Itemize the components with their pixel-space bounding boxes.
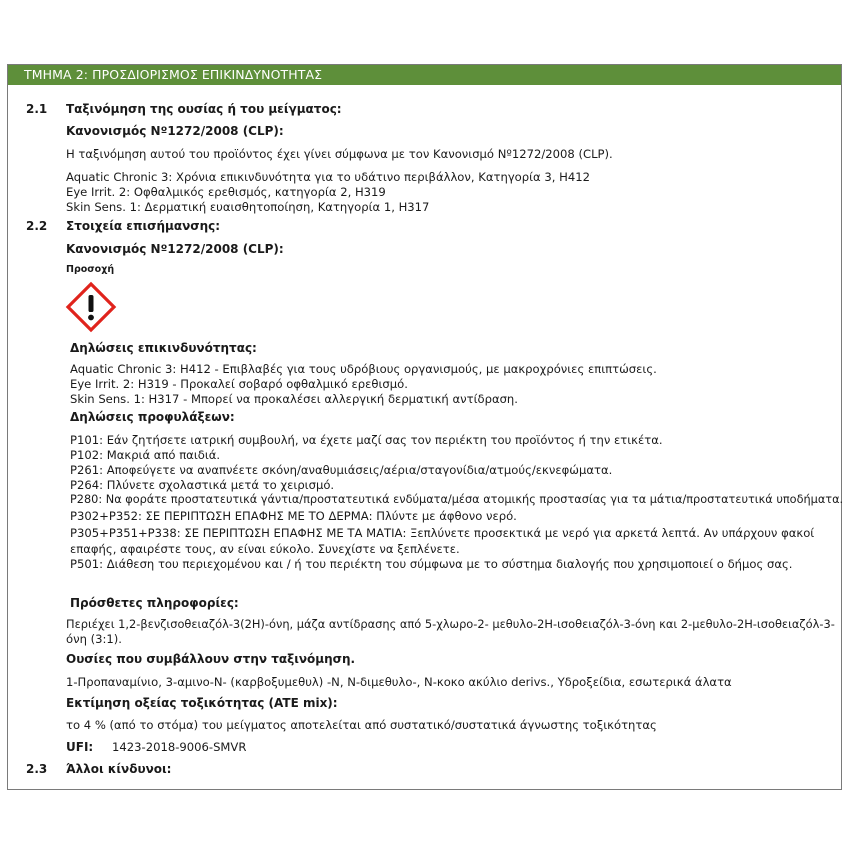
section-2-1-regulation: Κανονισμός Nº1272/2008 (CLP):: [66, 124, 284, 138]
precaution-statement: P261: Αποφεύγετε να αναπνέετε σκόνη/αναθυμιάσεις/αέρια/σταγονίδια/ατμούς/εκνεφώματα.: [70, 463, 613, 477]
section-2-3-title: Άλλοι κίνδυνοι:: [66, 762, 172, 776]
classification-intro: Η ταξινόμηση αυτού του προϊόντος έχει γίνει σύμφωνα με τον Κανονισμό Nº1272/2008 (CLP).: [66, 147, 613, 161]
hazard-statement: Eye Irrit. 2: H319 - Προκαλεί σοβαρό οφθαλμικό ερεθισμό.: [70, 377, 408, 391]
section-2-2-regulation: Κανονισμός Nº1272/2008 (CLP):: [66, 242, 284, 256]
precaution-statement: P280: Να φοράτε προστατευτικά γάντια/προστατευτικά ενδύματα/μέσα ατομικής προστασίας για τα μάτια/προστατευτικά υποδήματα.: [70, 493, 844, 506]
additional-info-heading: Πρόσθετες πληροφορίες:: [70, 596, 239, 610]
ate-heading: Εκτίμηση οξείας τοξικότητας (ATE mix):: [66, 696, 338, 710]
contributing-substances-heading: Ουσίες που συμβάλλουν στην ταξινόμηση.: [66, 652, 356, 666]
classification-item: Skin Sens. 1: Δερματική ευαισθητοποίηση, Κατηγορία 1, H317: [66, 200, 430, 214]
additional-info-text: Περιέχει 1,2-βενζισοθειαζόλ-3(2H)-όνη, μάζα αντίδρασης από 5-χλωρο-2- μεθυλο-2H-ισοθειαζόλ-3-όνη και 2-μεθυλο-2H-ισοθειαζόλ-3-: [66, 617, 835, 631]
hazard-statement: Skin Sens. 1: H317 - Μπορεί να προκαλέσει αλλεργική δερματική αντίδραση.: [70, 392, 518, 406]
section-2-3-number: 2.3: [26, 762, 48, 776]
precaution-statement: P101: Εάν ζητήσετε ιατρική συμβουλή, να έχετε μαζί σας τον περιέκτη του προϊόντος ή την ετικέτα.: [70, 433, 663, 447]
classification-item: Aquatic Chronic 3: Χρόνια επικινδυνότητα για το υδάτινο περιβάλλον, Κατηγορία 3, H412: [66, 170, 590, 184]
section-2-1-number: 2.1: [26, 102, 48, 116]
signal-word: Προσοχή: [66, 264, 115, 275]
precaution-statement: P305+P351+P338: ΣΕ ΠΕΡΙΠΤΩΣΗ ΕΠΑΦΗΣ ΜΕ ΤΑ ΜΑΤΙΑ: Ξεπλύνετε προσεκτικά με νερό για αρκετά λεπτά. Αν υπάρχουν φακοί: [70, 526, 815, 540]
ufi-label: UFI:: [66, 740, 94, 754]
precaution-statement: P501: Διάθεση του περιεχομένου και / ή του περιέκτη του σύμφωνα με το σύστημα διαλογής που χρησιμοποιεί ο δήμος σας.: [70, 557, 793, 571]
hazard-statement: Aquatic Chronic 3: H412 - Επιβλαβές για τους υδρόβιους οργανισμούς, με μακροχρόνιες επιπτώσεις.: [70, 362, 657, 376]
classification-item: Eye Irrit. 2: Οφθαλμικός ερεθισμός, κατηγορία 2, H319: [66, 185, 386, 199]
contributing-substances-text: 1-Προπαναμίνιο, 3-αμινο-N- (καρβοξυμεθυλ) -N, N-διμεθυλο-, N-κοκο ακύλιο derivs., Υδροξείδια, εσωτερικά άλατα: [66, 675, 732, 689]
ate-text: το 4 % (από το στόμα) του μείγματος αποτελείται από συστατικό/συστατικά άγνωστης τοξικότητας: [66, 718, 657, 732]
section-2-1-title: Ταξινόμηση της ουσίας ή του μείγματος:: [66, 102, 342, 116]
section-2-2-title: Στοιχεία επισήμανσης:: [66, 219, 221, 233]
section-2-2-number: 2.2: [26, 219, 48, 233]
section-header: ΤΜΗΜΑ 2: ΠΡΟΣΔΙΟΡΙΣΜΟΣ ΕΠΙΚΙΝΔΥΝΟΤΗΤΑΣ: [8, 65, 841, 85]
ufi-value: 1423-2018-9006-SMVR: [112, 740, 247, 754]
precaution-statement: επαφής, αφαιρέστε τους, αν είναι εύκολο. Συνεχίστε να ξεπλένετε.: [70, 542, 460, 556]
additional-info-text: όνη (3:1).: [66, 632, 122, 646]
precaution-statement: P264: Πλύνετε σχολαστικά μετά το χειρισμό.: [70, 478, 335, 492]
precaution-statement: P302+P352: ΣΕ ΠΕΡΙΠΤΩΣΗ ΕΠΑΦΗΣ ΜΕ ΤΟ ΔΕΡΜΑ: Πλύντε με άφθονο νερό.: [70, 509, 517, 523]
hazard-statements-heading: Δηλώσεις επικινδυνότητας:: [70, 341, 257, 355]
precaution-statements-heading: Δηλώσεις προφυλάξεων:: [70, 410, 235, 424]
precaution-statement: P102: Μακριά από παιδιά.: [70, 448, 221, 462]
exclamation-hazard-icon: [65, 281, 117, 333]
